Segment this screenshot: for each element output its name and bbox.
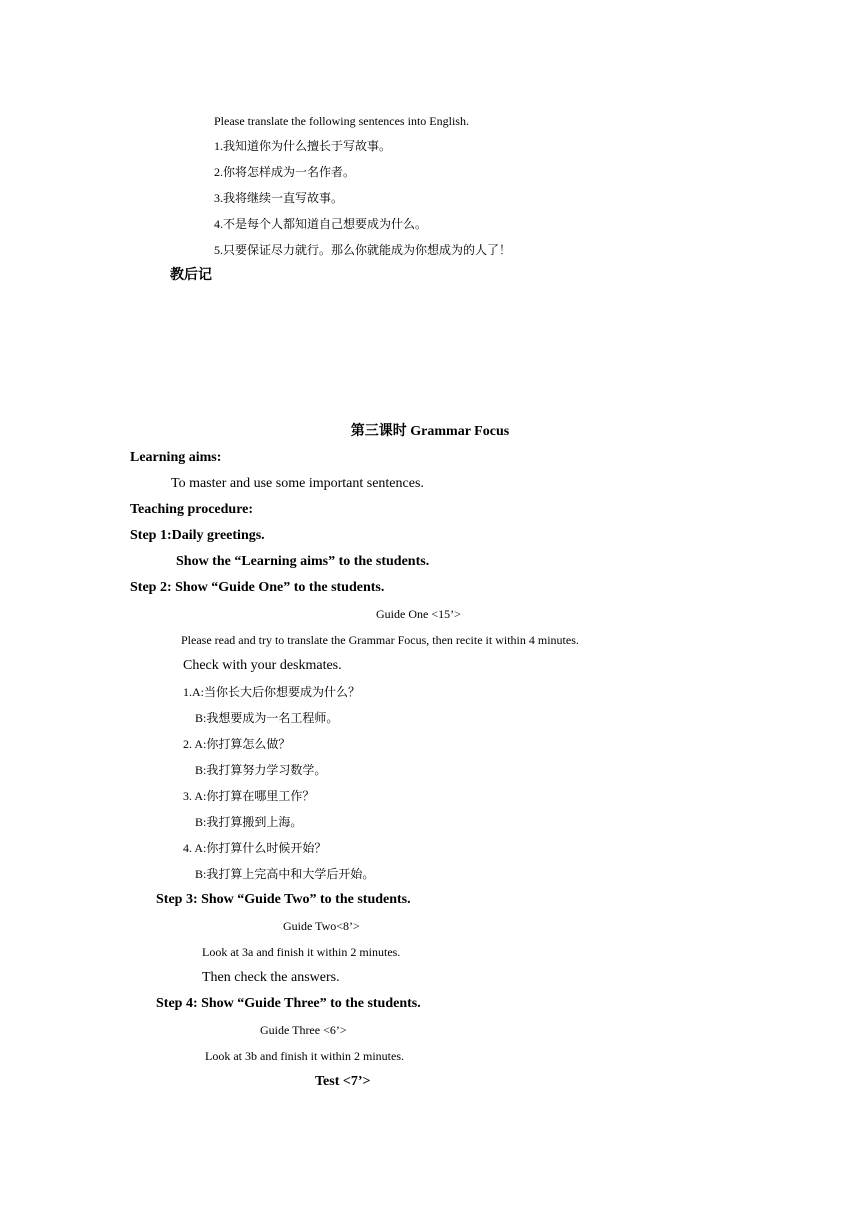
sentence-5: 5.只要保证尽力就行。那么你就能成为你想成为的人了！ [214, 243, 512, 257]
translate-instruction: Please translate the following sentences into English. [214, 114, 469, 128]
guide-two-title: Guide Two<8’> [283, 919, 360, 933]
dialogue-1a: 1.A:当你长大后你想要成为什么？ [183, 685, 361, 699]
learning-aims-label: Learning aims: [130, 450, 222, 465]
guide-one-instruction: Please read and try to translate the Grammar Focus, then recite it within 4 minutes. [181, 633, 579, 647]
sentence-4: 4.不是每个人都知道自己想要成为什么。 [214, 217, 428, 231]
guide-two-check: Then check the answers. [202, 970, 340, 985]
dialogue-3a: 3. A:你打算在哪里工作？ [183, 789, 315, 803]
dialogue-2b: B:我打算努力学习数学。 [195, 763, 327, 777]
sentence-2: 2.你将怎样成为一名作者。 [214, 165, 356, 179]
guide-two-instruction: Look at 3a and finish it within 2 minutes. [202, 945, 401, 959]
dialogue-4a: 4. A:你打算什么时候开始？ [183, 841, 327, 855]
step-4: Step 4: Show “Guide Three” to the students. [156, 996, 421, 1011]
guide-three-instruction: Look at 3b and finish it within 2 minutes. [205, 1049, 404, 1063]
test-title: Test <7’> [315, 1074, 371, 1089]
reflection-heading: 教后记 [170, 268, 212, 283]
guide-one-title: Guide One <15’> [376, 607, 461, 621]
guide-one-check: Check with your deskmates. [183, 658, 342, 673]
step-1: Step 1:Daily greetings. [130, 528, 265, 543]
step-1-detail: Show the “Learning aims” to the students. [176, 554, 430, 569]
step-2: Step 2: Show “Guide One” to the students. [130, 580, 385, 595]
lesson-title: 第三课时 Grammar Focus [350, 424, 510, 439]
dialogue-1b: B:我想要成为一名工程师。 [195, 711, 339, 725]
learning-aims-text: To master and use some important sentences. [171, 476, 424, 491]
dialogue-4b: B:我打算上完高中和大学后开始。 [195, 867, 375, 881]
sentence-3: 3.我将继续一直写故事。 [214, 191, 344, 205]
dialogue-2a: 2. A:你打算怎么做？ [183, 737, 291, 751]
procedure-label: Teaching procedure: [130, 502, 254, 517]
sentence-1: 1.我知道你为什么擅长于写故事。 [214, 139, 392, 153]
dialogue-3b: B:我打算搬到上海。 [195, 815, 303, 829]
step-3: Step 3: Show “Guide Two” to the students. [156, 892, 411, 907]
guide-three-title: Guide Three <6’> [260, 1023, 347, 1037]
